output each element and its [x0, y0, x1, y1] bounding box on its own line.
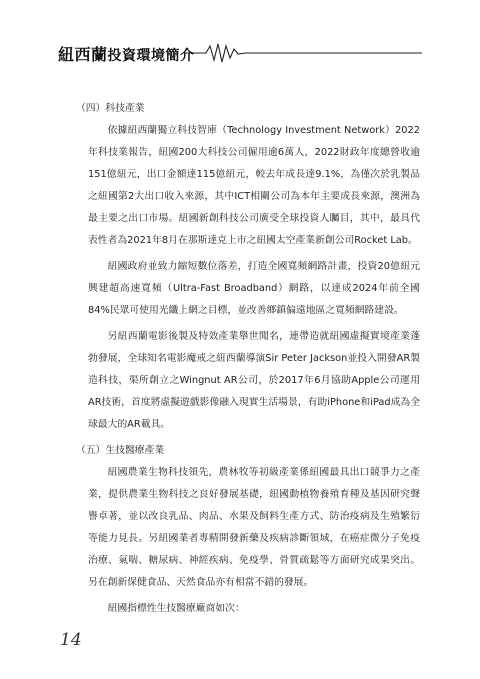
header-title-sub: 投資環境簡介	[107, 48, 195, 64]
page-body	[76, 98, 420, 624]
running-header	[56, 40, 424, 64]
page-number: 14	[60, 630, 82, 650]
header-title	[58, 42, 195, 65]
paragraph: 紐國政府並致力縮短數位落差，打造全國寬頻網路計畫，投資20億紐元興建超高速寬頻（Ultra-Fast Broadband）網路，以達成2024年前全國84%民眾可使用光纖上網之目標，並改善鄉鎮偏遠地區之寬頻網路建設。	[88, 261, 420, 316]
paragraph: 紐國農業生物科技領先，農林牧等初級產業係紐國最具出口競爭力之產業，提供農業生物科技之良好發展基礎，紐國動植物養殖育種及基因研究聲譽卓著，並以改良乳品、肉品、水果及飼料生產方式、防治疫病及生殖繁衍等能力見長。另紐國業者專精開發新藥及疾病診斷領域，在癌症微分子免疫治療、氣喘、糖尿病、神經疾病、免疫學、骨質疏鬆等方面研究成果突出。另在創新保健食品、天然食品亦有相當不錯的發展。	[88, 467, 420, 588]
header-title-main: 紐西蘭	[58, 45, 108, 64]
paragraph: 另紐西蘭電影後製及特效產業舉世聞名，連帶造就紐國虛擬實境產業蓬勃發展，全球知名電影魔戒之紐西蘭導演Sir Peter Jackson並投入開發AR製造科技，渠所創立之Wingnut AR公司，於2017年6月協助Apple公司運用AR技術，首度將虛擬遊戲影像融入現實生活場景，有助iPhone和iPad成為全球最大的AR載具。	[88, 331, 420, 430]
section-heading-tech: （四）科技產業	[76, 103, 145, 114]
paragraph: 紐國指標性生技醫療廠商如次：	[107, 603, 245, 614]
section-heading-biotech: （五）生技醫療產業	[76, 445, 165, 456]
paragraph: 依據紐西蘭獨立科技智庫（Technology Investment Network）2022年科技業報告，紐國200大科技公司僱用逾6萬人，2022財政年度總營收逾151億紐元，出口金額達115億紐元，較去年成長達9.1%，為僅次於乳製品之紐國第2大出口收入來源，其中ICT相關公司為本年主要成長來源，澳洲為最主要之出口市場。紐國新創科技公司廣受全球投資人矚目，其中，最具代表性者為2021年8月在那斯達克上市之紐國太空產業新創公司Rocket Lab。	[88, 125, 420, 246]
